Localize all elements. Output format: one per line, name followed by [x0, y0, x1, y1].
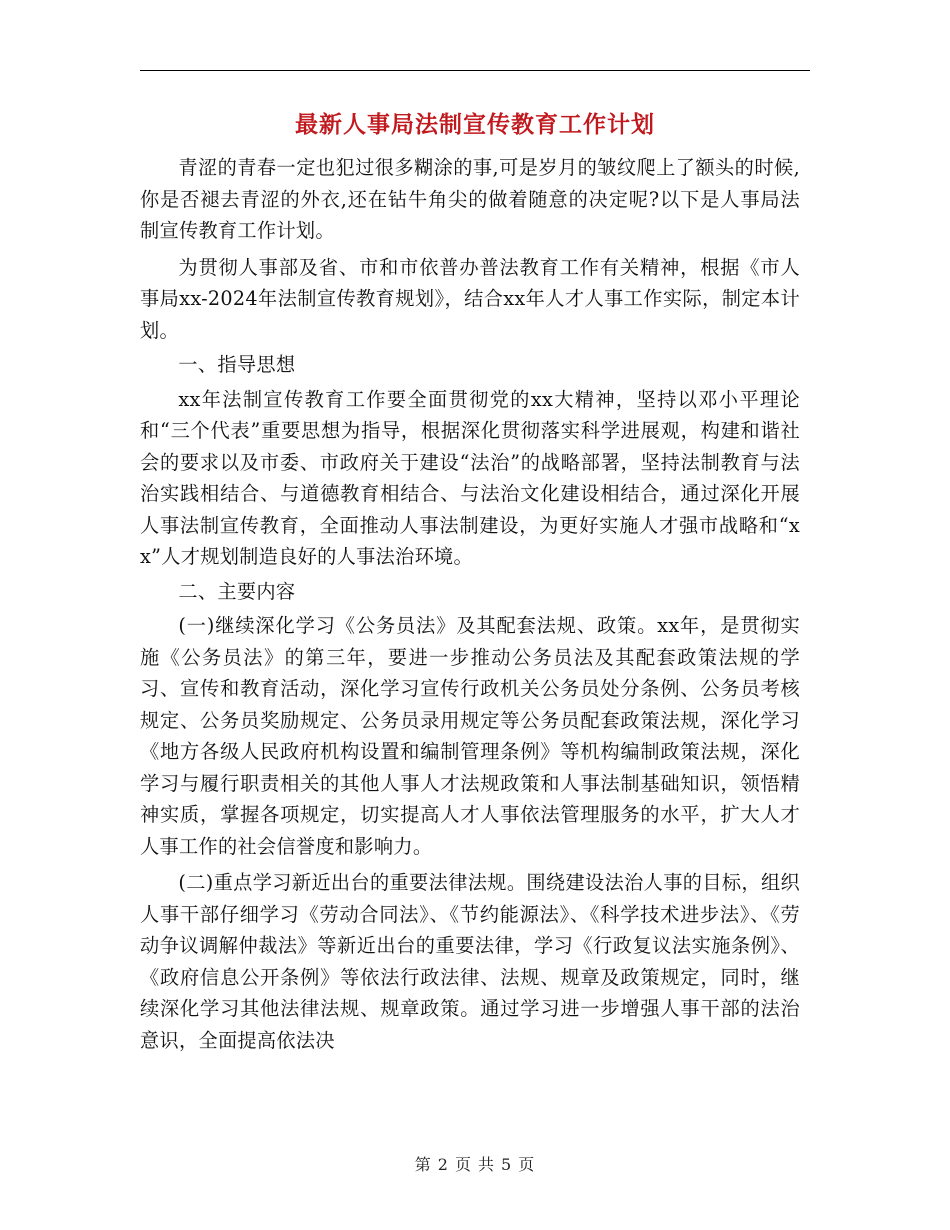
- page-footer: [0, 1152, 950, 1175]
- total-page-count: 5: [501, 1155, 513, 1174]
- content-item-1-paragraph: (一)继续深化学习《公务员法》及其配套法规、政策。xx年，是贯彻实施《公务员法》的第三年，要进一步推动公务员法及其配套政策法规的学习、宣传和教育活动，深化学习宣传行政机关公务员处分条例、公务员考核规定、公务员奖励规定、公务员录用规定等公务员配套政策法规，深化学习《地方各级人民政府机构设置和编制管理条例》等机构编制政策法规，深化学习与履行职责相关的其他人事人才法规政策和人事法制基础知识，领悟精神实质，掌握各项规定，切实提高人才人事依法管理服务的水平，扩大人才人事工作的社会信誉度和影响力。: [140, 614, 800, 858]
- document-body: [140, 152, 800, 1056]
- footer-total-prefix: 共: [478, 1155, 496, 1174]
- purpose-paragraph: 为贯彻人事部及省、市和市依普办普法教育工作有关精神，根据《市人事局xx-2024年法制宣传教育规划》，结合xx年人才人事工作实际，制定本计划。: [140, 255, 800, 342]
- document-title: 最新人事局法制宣传教育工作计划: [295, 112, 655, 138]
- footer-page-unit: 页: [454, 1155, 472, 1174]
- footer-total-unit: 页: [518, 1155, 536, 1174]
- content-item-2-paragraph: (二)重点学习新近出台的重要法律法规。围绕建设法治人事的目标，组织人事干部仔细学习《劳动合同法》、《节约能源法》、《科学技术进步法》、《劳动争议调解仲裁法》等新近出台的重要法律，学习《行政复议法实施条例》、《政府信息公开条例》等依法行政法律、法规、规章及政策规定，同时，继续深化学习其他法律法规、规章政策。通过学习进一步增强人事干部的法治意识，全面提高依法决: [140, 871, 800, 1052]
- section-heading-guiding-thought: 一、指导思想: [178, 353, 296, 376]
- footer-prefix: 第: [414, 1155, 432, 1174]
- intro-paragraph: 青涩的青春一定也犯过很多糊涂的事,可是岁月的皱纹爬上了额头的时候,你是否褪去青涩的外衣,还在钻牛角尖的做着随意的决定呢?以下是人事局法制宣传教育工作计划。: [140, 156, 800, 242]
- section-heading-main-content: 二、主要内容: [178, 579, 296, 603]
- header-rule: [140, 70, 810, 71]
- guiding-thought-paragraph: xx年法制宣传教育工作要全面贯彻党的xx大精神，坚持以邓小平理论和“三个代表”重要思想为指导，根据深化贯彻落实科学进展观，构建和谐社会的要求以及市委、市政府关于建设“法治”的战略部署，坚持法制教育与法治实践相结合、与道德教育相结合、与法治文化建设相结合，通过深化开展人事法制宣传教育，全面推动人事法制建设，为更好实施人才强市战略和“xx”人才规划制造良好的人事法治环境。: [140, 387, 800, 568]
- current-page-number: 2: [437, 1155, 449, 1174]
